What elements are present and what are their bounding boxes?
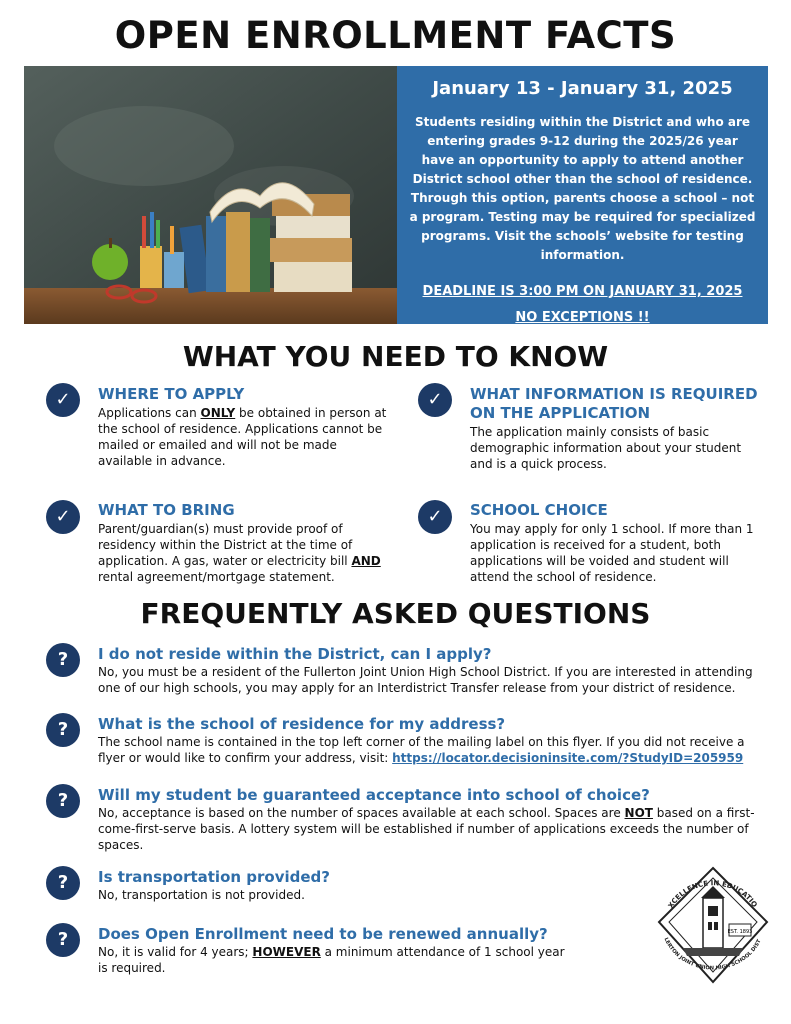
faq-question: Will my student be guaranteed acceptance into school of choice? xyxy=(98,786,650,804)
know-item-body: Applications can ONLY be obtained in person at the school of residence. Applications cannot be mailed or emailed and will not be made available in advance. xyxy=(98,406,387,468)
faq-question: What is the school of residence for my address? xyxy=(98,715,506,733)
know-item-school-choice xyxy=(470,501,765,585)
question-icon: ? xyxy=(46,713,80,747)
enrollment-info-panel xyxy=(397,66,768,324)
books-illustration xyxy=(24,66,397,324)
deadline-notice xyxy=(409,279,756,331)
faq-item xyxy=(98,785,763,853)
faq-item xyxy=(98,924,568,976)
question-icon: ? xyxy=(46,866,80,900)
page-title: OPEN ENROLLMENT FACTS xyxy=(114,14,677,57)
know-item-body: The application mainly consists of basic demographic information about your student and is a quick process. xyxy=(470,425,742,471)
locator-link[interactable]: https://locator.decisioninsite.com/?StudyID=205959 xyxy=(392,751,744,765)
know-item-where-to-apply xyxy=(98,385,388,469)
deadline-text: DEADLINE IS 3:00 PM ON JANUARY 31, 2025 xyxy=(422,284,743,299)
check-icon: ✓ xyxy=(46,500,80,534)
know-item-info-required xyxy=(470,385,765,472)
faq-answer: No, transportation is not provided. xyxy=(98,888,305,902)
know-item-body: You may apply for only 1 school. If more than 1 application is received for a student, both applications will be voided and student will attend the school of residence. xyxy=(470,522,754,584)
question-icon: ? xyxy=(46,923,80,957)
enrollment-dates: January 13 - January 31, 2025 xyxy=(432,78,733,99)
know-item-body: Parent/guardian(s) must provide proof of residency within the District at the time of application. A gas, water or electricity bill AND rental agreement/mortgage statement. xyxy=(98,522,381,584)
know-item-what-to-bring xyxy=(98,501,388,585)
know-section-title: WHAT YOU NEED TO KNOW xyxy=(182,340,609,373)
enrollment-description: Students residing within the District and who are entering grades 9-12 during the 2025/26 year have an opportunity to apply to attend another District school other than the school of residence. Through this option, parents choose a school – not a program. Testing may be required for specialized programs. Visit the schools’ website for testing information. xyxy=(409,115,756,262)
check-icon: ✓ xyxy=(418,383,452,417)
faq-question: I do not reside within the District, can I apply? xyxy=(98,645,492,663)
know-item-title: WHAT INFORMATION IS REQUIRED ON THE APPLICATION xyxy=(470,385,758,422)
faq-section-title: FREQUENTLY ASKED QUESTIONS xyxy=(140,597,651,630)
seal-year: EST. 1893 xyxy=(727,929,753,935)
know-item-title: WHERE TO APPLY xyxy=(98,385,245,403)
check-icon: ✓ xyxy=(46,383,80,417)
seal-bottom-text: LERTON JOINT UNION HIGH SCHOOL DIST xyxy=(662,936,763,972)
hero-photo xyxy=(24,66,397,324)
faq-answer: No, acceptance is based on the number of spaces available at each school. Spaces are NOT based on a first-come-first-serve basis. A lottery system will be established if number of applications exceeds the number of spaces. xyxy=(98,806,755,852)
seal-top-text: XCELLENCE IN EDUCATIO xyxy=(666,879,759,910)
no-exceptions-text: NO EXCEPTIONS !! xyxy=(515,310,650,325)
question-icon: ? xyxy=(46,784,80,818)
check-icon: ✓ xyxy=(418,500,452,534)
faq-item xyxy=(98,644,763,696)
know-item-title: SCHOOL CHOICE xyxy=(470,501,608,519)
question-icon: ? xyxy=(46,643,80,677)
faq-item xyxy=(98,867,618,903)
district-seal-graphic xyxy=(653,862,773,988)
faq-question: Is transportation provided? xyxy=(98,868,330,886)
faq-answer: No, you must be a resident of the Fullerton Joint Union High School District. If you are interested in attending one of our high schools, you may apply for an Interdistrict Transfer release from your district of residence. xyxy=(98,665,753,695)
faq-answer: The school name is contained in the top left corner of the mailing label on this flyer. If you did not receive a flyer or would like to confirm your address, visit: https://locator.decisioninsite.com/?StudyID=205959 xyxy=(98,735,745,765)
faq-question: Does Open Enrollment need to be renewed annually? xyxy=(98,925,548,943)
faq-answer: No, it is valid for 4 years; HOWEVER a minimum attendance of 1 school year is required. xyxy=(98,945,565,975)
district-seal xyxy=(653,862,773,988)
faq-item xyxy=(98,714,763,766)
know-item-title: WHAT TO BRING xyxy=(98,501,235,519)
